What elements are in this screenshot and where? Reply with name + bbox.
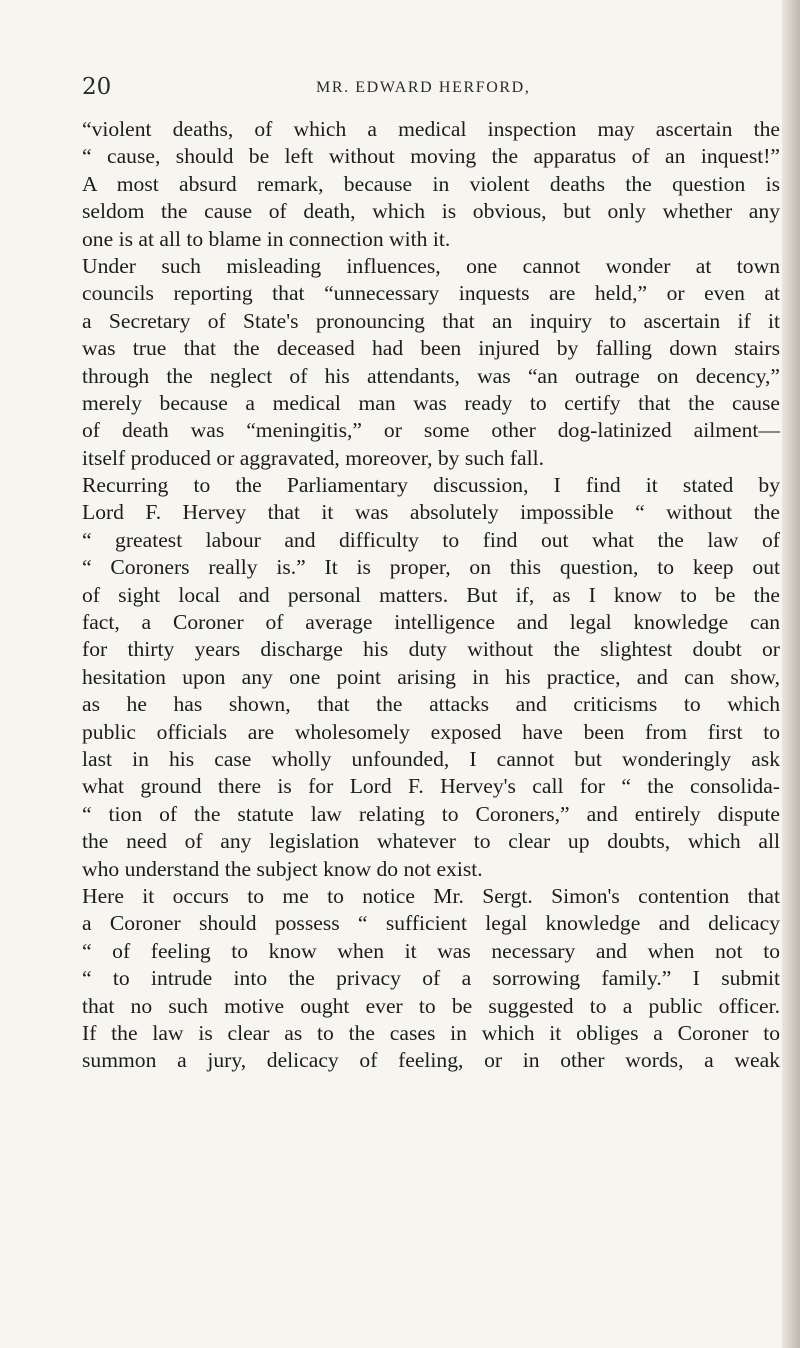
text-line: “ greatest labour and difficulty to find out what the law of	[82, 527, 780, 552]
text-line: itself produced or aggravated, moreover, by such fall.	[82, 445, 545, 470]
text-line: “ of feeling to know when it was necessary and when not to	[82, 938, 780, 963]
text-line: Lord F. Hervey that it was absolutely impossible “ without the	[82, 500, 780, 525]
text-line: councils reporting that “unnecessary inquests are held,” or even at	[82, 281, 780, 306]
text-line: Recurring to the Parliamentary discussion, I find it stated by	[82, 473, 780, 498]
text-line: “ Coroners really is.” It is proper, on this question, to keep out	[82, 555, 780, 580]
text-line: “ tion of the statute law relating to Coroners,” and entirely dispute	[82, 801, 780, 826]
body-text	[82, 116, 780, 1075]
text-line: summon a jury, delicacy of feeling, or in other words, a weak	[82, 1048, 780, 1073]
text-line: “violent deaths, of which a medical inspection may ascertain the	[82, 117, 780, 141]
text-line: the need of any legislation whatever to clear up doubts, which all	[82, 829, 780, 854]
text-line: “ to intrude into the privacy of a sorrowing family.” I submit	[82, 966, 780, 991]
text-line: merely because a medical man was ready to certify that the cause	[82, 390, 780, 415]
text-line: public officials are wholesomely exposed have been from first to	[82, 719, 780, 744]
text-line: a Secretary of State's pronouncing that an inquiry to ascertain if it	[82, 308, 780, 333]
text-line: A most absurd remark, because in violent deaths the question is	[82, 171, 780, 196]
text-line: fact, a Coroner of average intelligence and legal knowledge can	[82, 610, 780, 635]
text-line: what ground there is for Lord F. Hervey's call for “ the consolida-	[82, 774, 780, 799]
text-line: a Coroner should possess “ sufficient legal knowledge and delicacy	[82, 911, 780, 936]
text-line: Under such misleading influences, one cannot wonder at town	[82, 253, 780, 278]
text-line: Here it occurs to me to notice Mr. Sergt. Simon's contention that	[82, 883, 780, 908]
text-line: If the law is clear as to the cases in which it obliges a Coroner to	[82, 1020, 780, 1045]
text-line: seldom the cause of death, which is obvious, but only whether any	[82, 199, 780, 224]
text-line: as he has shown, that the attacks and criticisms to which	[82, 692, 780, 717]
text-line: hesitation upon any one point arising in his practice, and can show,	[82, 664, 780, 689]
page-edge	[782, 0, 800, 1348]
text-line: was true that the deceased had been injured by falling down stairs	[82, 336, 780, 361]
text-line: that no such motive ought ever to be suggested to a public officer.	[82, 993, 780, 1018]
text-line: one is at all to blame in connection with it.	[82, 226, 451, 251]
text-line: through the neglect of his attendants, was “an outrage on decency,”	[82, 363, 780, 388]
text-line: of sight local and personal matters. But if, as I know to be the	[82, 582, 780, 607]
text-line: who understand the subject know do not exist.	[82, 856, 483, 881]
text-line: of death was “meningitis,” or some other dog-latinized ailment—	[82, 418, 780, 443]
text-line: last in his case wholly unfounded, I cannot but wonderingly ask	[82, 746, 780, 771]
page-number: 20	[82, 74, 112, 100]
running-head: MR. EDWARD HERFORD,	[316, 79, 531, 96]
text-line: for thirty years discharge his duty without the slightest doubt or	[82, 637, 780, 662]
text-line: “ cause, should be left without moving the apparatus of an inquest!”	[82, 144, 780, 169]
